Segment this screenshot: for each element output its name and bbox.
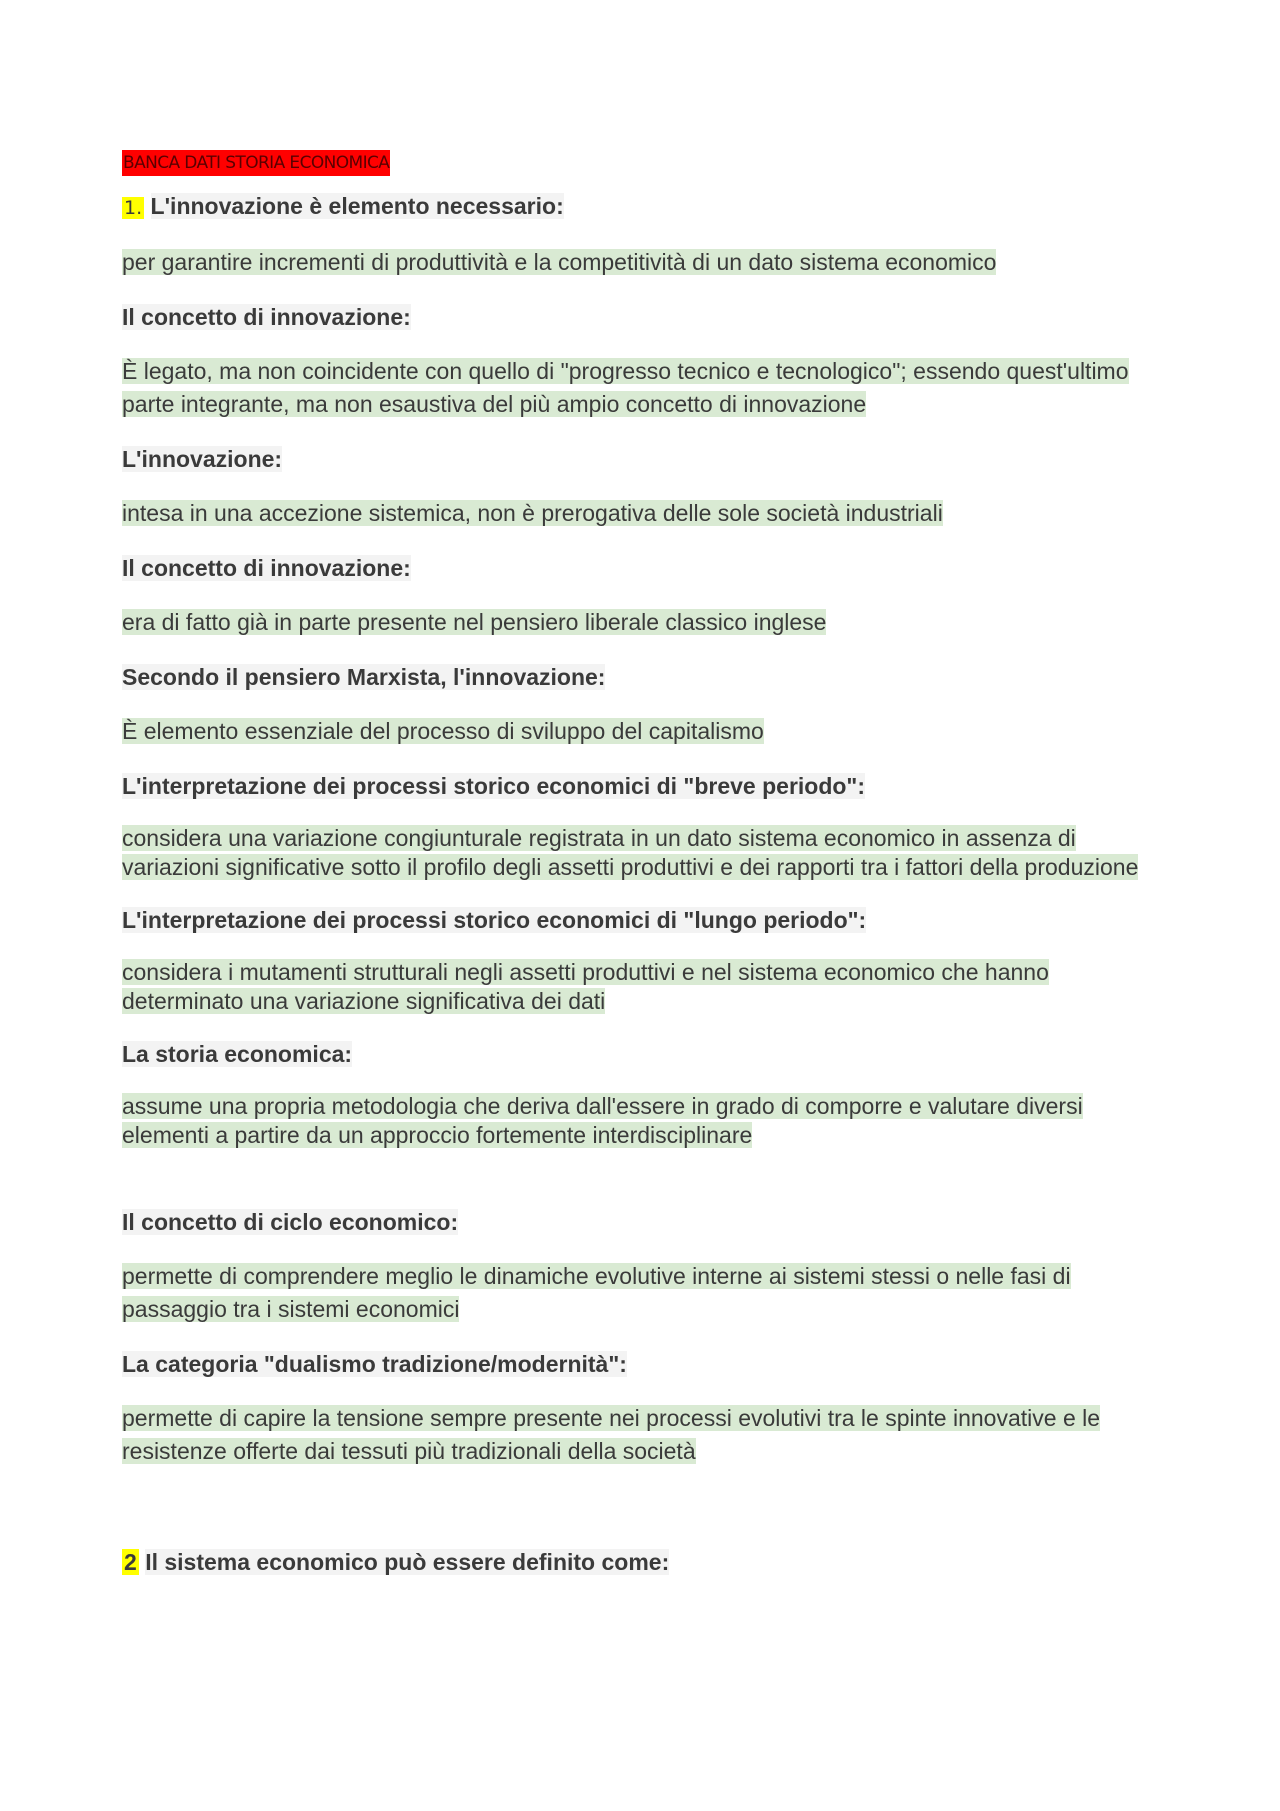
question-text: La categoria "dualismo tradizione/modernità": bbox=[122, 1351, 627, 1377]
question-text: L'interpretazione dei processi storico economici di "breve periodo": bbox=[122, 773, 865, 799]
answer-text: intesa in una accezione sistemica, non è prerogativa delle sole società industriali bbox=[122, 500, 943, 526]
answer-text: permette di capire la tensione sempre presente nei processi evolutivi tra le spinte innovative e le resistenze offerte dai tessuti più tradizionali della società bbox=[122, 1405, 1101, 1464]
question-number: 2 bbox=[124, 1549, 137, 1575]
question-1e bbox=[122, 661, 1172, 693]
answer-1h bbox=[122, 1092, 1172, 1150]
answer-1e bbox=[122, 715, 1172, 748]
document-title: BANCA DATI STORIA ECONOMICA bbox=[122, 150, 390, 176]
answer-text: era di fatto già in parte presente nel pensiero liberale classico inglese bbox=[122, 609, 827, 635]
answer-1 bbox=[122, 246, 1172, 279]
question-1d bbox=[122, 552, 1172, 584]
answer-text: per garantire incrementi di produttività e la competitività di un dato sistema economico bbox=[122, 249, 997, 275]
question-1f bbox=[122, 770, 1172, 802]
question-text: Il concetto di innovazione: bbox=[122, 304, 411, 330]
question-1b bbox=[122, 301, 1172, 333]
question-1c bbox=[122, 443, 1172, 475]
answer-text: È elemento essenziale del processo di sviluppo del capitalismo bbox=[122, 718, 764, 744]
answer-1c bbox=[122, 497, 1172, 530]
spacer bbox=[122, 1172, 1172, 1206]
answer-1j bbox=[122, 1402, 1172, 1468]
answer-text: permette di comprendere meglio le dinamiche evolutive interne ai sistemi stessi o nelle fasi di passaggio tra i sistemi economici bbox=[122, 1263, 1071, 1322]
answer-1b bbox=[122, 355, 1172, 421]
question-text: Secondo il pensiero Marxista, l'innovazione: bbox=[122, 664, 606, 690]
answer-1i bbox=[122, 1260, 1172, 1326]
question-text: Il sistema economico può essere definito come: bbox=[145, 1549, 670, 1575]
question-1h bbox=[122, 1038, 1172, 1070]
question-number: 1. bbox=[124, 197, 143, 219]
question-text: L'interpretazione dei processi storico economici di "lungo periodo": bbox=[122, 907, 867, 933]
question-1j bbox=[122, 1348, 1172, 1380]
spacer bbox=[122, 1490, 1172, 1546]
answer-text: È legato, ma non coincidente con quello di "progresso tecnico e tecnologico"; essendo quest'ultimo parte integrante, ma non esaustiva del più ampio concetto di innovazione bbox=[122, 358, 1129, 417]
question-1 bbox=[122, 190, 1172, 224]
answer-text: considera una variazione congiunturale registrata in un dato sistema economico in assenza di variazioni significative sotto il profilo degli assetti produttivi e dei rapporti tra i fattori della produzione bbox=[122, 825, 1139, 880]
document-page bbox=[122, 150, 1172, 1600]
question-text: Il concetto di innovazione: bbox=[122, 555, 411, 581]
question-text: L'innovazione è elemento necessario: bbox=[150, 193, 564, 219]
question-2 bbox=[122, 1546, 1172, 1578]
answer-1f bbox=[122, 824, 1172, 882]
answer-1d bbox=[122, 606, 1172, 639]
question-text: L'innovazione: bbox=[122, 446, 283, 472]
answer-1g bbox=[122, 958, 1172, 1016]
question-text: Il concetto di ciclo economico: bbox=[122, 1209, 459, 1235]
question-1i bbox=[122, 1206, 1172, 1238]
answer-text: assume una propria metodologia che deriva dall'essere in grado di comporre e valutare diversi elementi a partire da un approccio fortemente interdisciplinare bbox=[122, 1093, 1083, 1148]
answer-text: considera i mutamenti strutturali negli assetti produttivi e nel sistema economico che hanno determinato una variazione significativa dei dati bbox=[122, 959, 1049, 1014]
question-1g bbox=[122, 904, 1172, 936]
question-text: La storia economica: bbox=[122, 1041, 353, 1067]
